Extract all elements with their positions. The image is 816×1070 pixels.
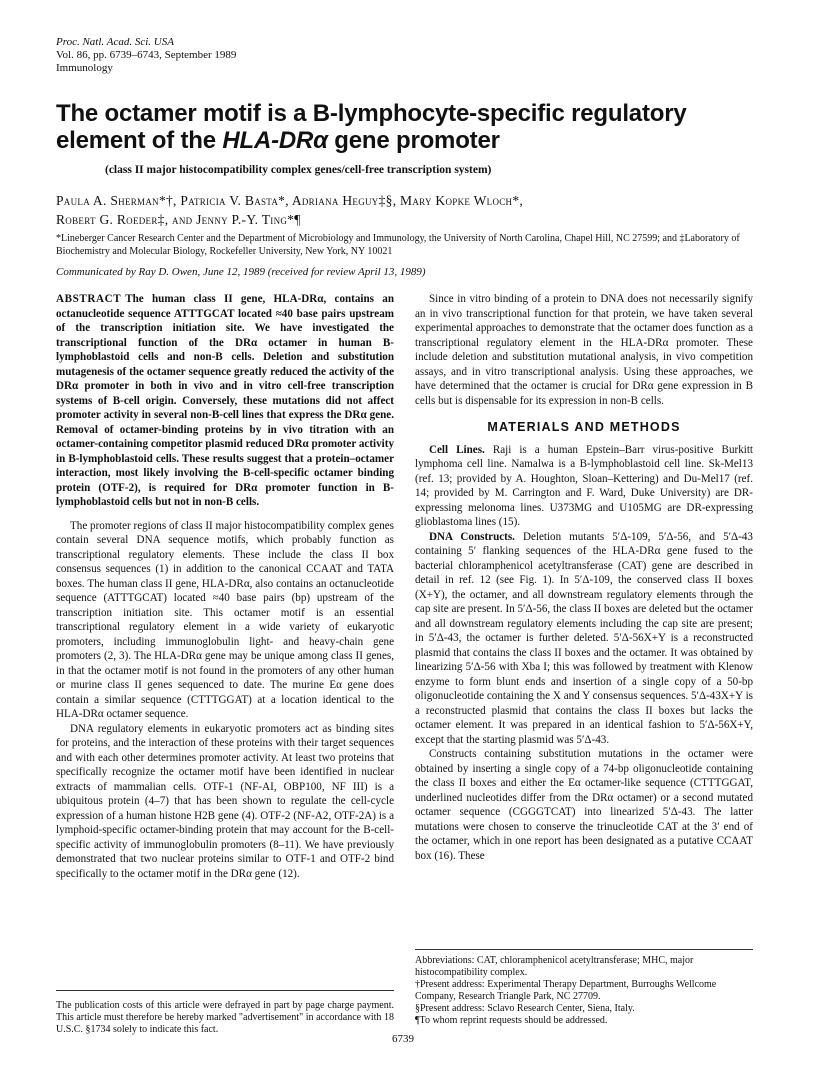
intro-paragraph-3: Since in vitro binding of a protein to DNA does not necessarily signify an in vivo transcriptional function for that protein, we have taken several experimental approaches to demonstrate that the octamer does function as a transcriptional regulatory element in the HLA-DRα promoter. These include deletion and substitution mutational analysis, in vivo competition assays, and in vitro transcriptional analysis. Using these approaches, we have determined that the octamer is crucial for DRα gene expression in B cells but is dispensable for its expression in non-B cells. xyxy=(415,293,753,407)
author-list xyxy=(56,191,756,229)
cell-lines-text: Raji is a human Epstein–Barr virus-positive Burkitt lymphoma cell line. Namalwa is a B-lymphoblastoid cell line. Sk-Mel13 (ref. 13; provided by A. Houghton, Sloan–Kettering) and Du-Mel17 (ref. 14; provided by M. Carrington and F. Ward, Duke University) are DR-expressing melonoma lines. U373MG and U105MG are DR-expressing glioblastoma lines (15). xyxy=(415,443,753,528)
left-column xyxy=(56,292,394,881)
abstract-label: ABSTRACT xyxy=(56,293,122,305)
cell-lines-label: Cell Lines. xyxy=(429,443,485,456)
footnote-divider-left xyxy=(56,990,394,991)
dna-constructs-label: DNA Constructs. xyxy=(429,530,515,543)
journal-volume: Vol. 86, pp. 6739–6743, September 1989 xyxy=(56,49,237,61)
abstract-text: The human class II gene, HLA-DRα, contains an octanucleotide sequence ATTTGCAT located ≈40 base pairs upstream of the transcription initiation site. We have investigated the transcriptional function of the DRα octamer in human B-lymphoblastoid cells and non-B cells. Deletion and substitution mutagenesis of the octamer sequence greatly reduced the activity of the DRα promoter in both in vivo and in vitro cell-free transcription systems of B-cell origin. Conversely, these mutations did not affect promoter activity in several non-B-cell lines that express the DRα gene. Removal of octamer-binding proteins by in vivo titration with an octamer-containing competitor plasmid reduced DRα promoter activity in B-lymphoblastoid cells. These results suggest that a protein–octamer interaction, most likely involving the B-cell-specific octamer binding protein (OTF-2), is required for DRα promoter function in B-lymphoblastoid cells but not in non-B cells. xyxy=(56,293,394,508)
footnote-reprints: ¶To whom reprint requests should be addressed. xyxy=(415,1015,608,1026)
dna-constructs-paragraph xyxy=(415,530,753,748)
keywords: (class II major histocompatibility complex genes/cell-free transcription system) xyxy=(105,164,492,176)
title-part2: gene promoter xyxy=(327,127,500,154)
footnote-address-1: †Present address: Experimental Therapy Department, Burroughs Wellcome Company, Research Triangle Park, NC 27709. xyxy=(415,979,717,1002)
footnotes-right xyxy=(415,955,753,1027)
right-column xyxy=(415,292,753,863)
intro-paragraph-1: The promoter regions of class II major histocompatibility complex genes contain several DNA sequence motifs, which probably function as transcriptional regulatory elements. These include the class II box consensus sequences (1) in addition to the canonical CCAAT and TATA boxes. The human class II gene, HLA-DRα, also contains an octanucleotide sequence (ATTTGCAT) located ≈40 base pairs (bp) upstream of the transcription initiation site. This octamer motif is an essential transcriptional regulatory element in a wide variety of eukaryotic promoters, including immunoglobulin light- and heavy-chain gene promoters (2, 3). The HLA-DRα gene may be unique among class II genes, in that the octamer motif is not found in the promoters of any other human or murine class II genes sequenced to date. The murine Eα gene does contain a similar sequence (CTTTGGAT) at a location identical to the HLA-DRα octamer sequence. xyxy=(56,519,394,720)
intro-paragraph-2: DNA regulatory elements in eukaryotic promoters act as binding sites for proteins, and the interaction of these proteins with their target sequences and with each other determines promoter activity. At least two proteins that specifically recognize the octamer motif have been identified in nuclear extracts of mammalian cells. OTF-1 (NF-AI, OBP100, NF III) is a ubiquitous protein (4–7) that has been shown to regulate the cell-cycle expression of a human histone H2B gene (4). OTF-2 (NF-A2, OTF-2A) is a lymphoid-specific octamer-binding protein that may account for the B-cell-specific activity of immunoglobulin promoters (8–11). We have previously demonstrated that two nuclear proteins similar to OTF-1 and OTF-2 bind specifically to the octamer motif in the DRα gene (12). xyxy=(56,722,394,880)
abstract xyxy=(56,292,394,510)
affiliations: *Lineberger Cancer Research Center and the Department of Microbiology and Immunology, the University of North Carolina, Chapel Hill, NC 27599; and ‡Laboratory of Biochemistry and Molecular Biology, Rockefeller University, New York, NY 10021 xyxy=(56,233,740,257)
title-gene: HLA-DRα xyxy=(222,127,328,154)
section-heading: MATERIALS AND METHODS xyxy=(487,420,681,434)
title-part1: The octamer motif is a B-lymphocyte-specific regulatory element of the xyxy=(56,100,687,154)
journal-name: Proc. Natl. Acad. Sci. USA xyxy=(56,36,174,48)
constructs-paragraph-2: Constructs containing substitution mutations in the octamer were obtained by inserting a single copy of a 74-bp oligonucleotide containing the class II boxes and either the Eα octamer-like sequence (CTTTGGAT, underlined nucleotides differ from the DRα octamer) or a second mutated octamer sequence (CGGGTCAT) into linearized 5′Δ-43. The latter mutations were chosen to conserve the trinucleotide CAT at the 3′ end of the octamer, which in one report has been designated as a putative CCAAT box (16). These xyxy=(415,748,753,862)
footnote-abbreviations: Abbreviations: CAT, chloramphenicol acetyltransferase; MHC, major histocompatibility complex. xyxy=(415,955,694,978)
article-title xyxy=(56,100,756,154)
journal-section: Immunology xyxy=(56,62,113,74)
communicated-by: Communicated by Ray D. Owen, June 12, 1989 (received for review April 13, 1989) xyxy=(56,266,426,278)
authors-line1: Paula A. Sherman*†, Patricia V. Basta*, Adriana Heguy‡§, Mary Kopke Wloch*, xyxy=(56,193,524,208)
dna-constructs-text: Deletion mutants 5′Δ-109, 5′Δ-56, and 5′Δ-43 containing 5′ flanking sequences of the HLA-DRα gene fused to the bacterial chloramphenicol acetyltransferase (CAT) gene are described in detail in ref. 12 (see Fig. 1). In 5′Δ-109, the conserved class II boxes (X+Y), the octamer, and all downstream regulatory elements through the cap site are present. In 5′Δ-56, the class II boxes are deleted but the octamer and all downstream regulatory elements including the cap site are present; in 5′Δ-43, the octamer is further deleted. 5′Δ-56X+Y is a reconstructed plasmid that contains the class II boxes and the octamer. It was obtained by linearizing 5′Δ-56 with Xba I; this was followed by treatment with Klenow enzyme to form blunt ends and insertion of a single copy of a 50-bp oligonucleotide containing the X and Y consensus sequences. 5′Δ-43X+Y is a reconstructed plasmid that contains the class II boxes but lacks the octamer element. It was prepared in an identical fashion to 5′Δ-56X+Y, except that the starting plasmid was 5′Δ-43. xyxy=(415,530,753,746)
journal-header xyxy=(56,36,236,75)
page-number: 6739 xyxy=(392,1033,414,1045)
authors-line2: Robert G. Roeder‡, and Jenny P.-Y. Ting*¶ xyxy=(56,212,301,227)
cell-lines-paragraph xyxy=(415,443,753,530)
footnote-divider-right xyxy=(415,949,753,950)
footnote-address-2: §Present address: Sclavo Research Center, Siena, Italy. xyxy=(415,1003,635,1014)
publication-cost-footnote: The publication costs of this article were defrayed in part by page charge payment. This article must therefore be hereby marked "advertisement" in accordance with 18 U.S.C. §1734 solely to indicate this fact. xyxy=(56,1000,394,1035)
